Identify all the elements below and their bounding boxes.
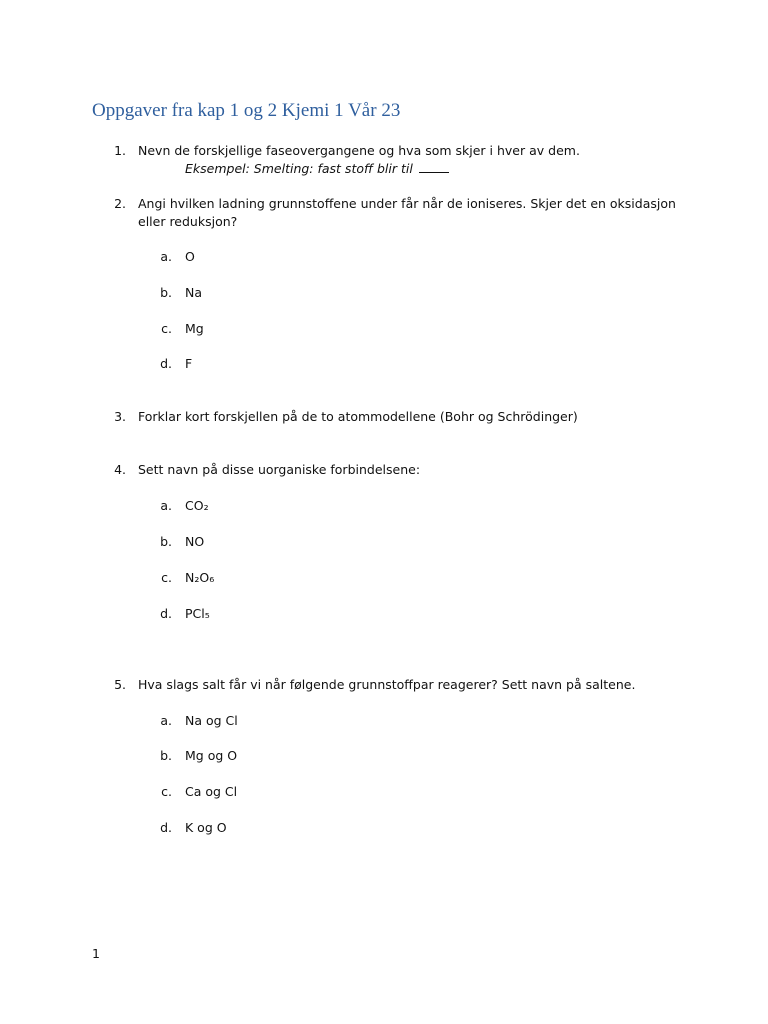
question-2-item-c-text: Mg: [185, 321, 204, 336]
answer-blank: [419, 161, 449, 173]
question-2-item-b-letter: b.: [160, 285, 172, 300]
question-4-item-b-letter: b.: [160, 534, 172, 549]
question-1-number: 1.: [114, 143, 126, 158]
question-1-text: Nevn de forskjellige faseovergangene og hva som skjer i hver av dem.: [138, 143, 580, 158]
question-4-item-c-letter: c.: [161, 570, 172, 585]
question-5-text: Hva slags salt får vi når følgende grunnstoffpar reagerer? Sett navn på saltene.: [138, 677, 636, 692]
question-4-item-a-letter: a.: [160, 498, 172, 513]
question-3-text: Forklar kort forskjellen på de to atommodellene (Bohr og Schrödinger): [138, 409, 578, 424]
question-4-item-a-text: CO₂: [185, 498, 209, 513]
question-2-text-line1: Angi hvilken ladning grunnstoffene under får når de ioniseres. Skjer det en oksidasjon: [138, 196, 676, 211]
question-4-number: 4.: [114, 462, 126, 477]
question-5-item-b-text: Mg og O: [185, 748, 238, 763]
question-2-item-d-letter: d.: [160, 356, 172, 371]
question-2-item-d-text: F: [185, 356, 193, 371]
question-3-number: 3.: [114, 409, 126, 424]
question-2-item-a-letter: a.: [160, 249, 172, 264]
question-2-text-line2: eller reduksjon?: [138, 214, 238, 229]
question-5-item-c-letter: c.: [161, 784, 172, 799]
question-1-example-text: Eksempel: Smelting: fast stoff blir til: [185, 161, 413, 176]
question-2-item-c-letter: c.: [161, 321, 172, 336]
question-2-item-a-text: O: [185, 249, 195, 264]
question-4-item-c-text: N₂O₆: [185, 570, 215, 585]
question-5-item-c-text: Ca og Cl: [185, 784, 238, 799]
question-4-item-d-letter: d.: [160, 606, 172, 621]
question-2-number: 2.: [114, 196, 126, 211]
question-4-item-b-text: NO: [185, 534, 205, 549]
question-5-item-d-letter: d.: [160, 820, 172, 835]
question-5-item-b-letter: b.: [160, 748, 172, 763]
question-2-item-b-text: Na: [185, 285, 203, 300]
question-5-item-a-text: Na og Cl: [185, 713, 238, 728]
page-number: 1: [92, 946, 100, 961]
question-4-text: Sett navn på disse uorganiske forbindelsene:: [138, 462, 421, 477]
question-5-number: 5.: [114, 677, 126, 692]
question-5-item-d-text: K og O: [185, 820, 227, 835]
question-4-item-d-text: PCl₅: [185, 606, 210, 621]
question-5-item-a-letter: a.: [160, 713, 172, 728]
document-title: Oppgaver fra kap 1 og 2 Kjemi 1 Vår 23: [92, 100, 401, 121]
question-1-example: [185, 160, 449, 178]
